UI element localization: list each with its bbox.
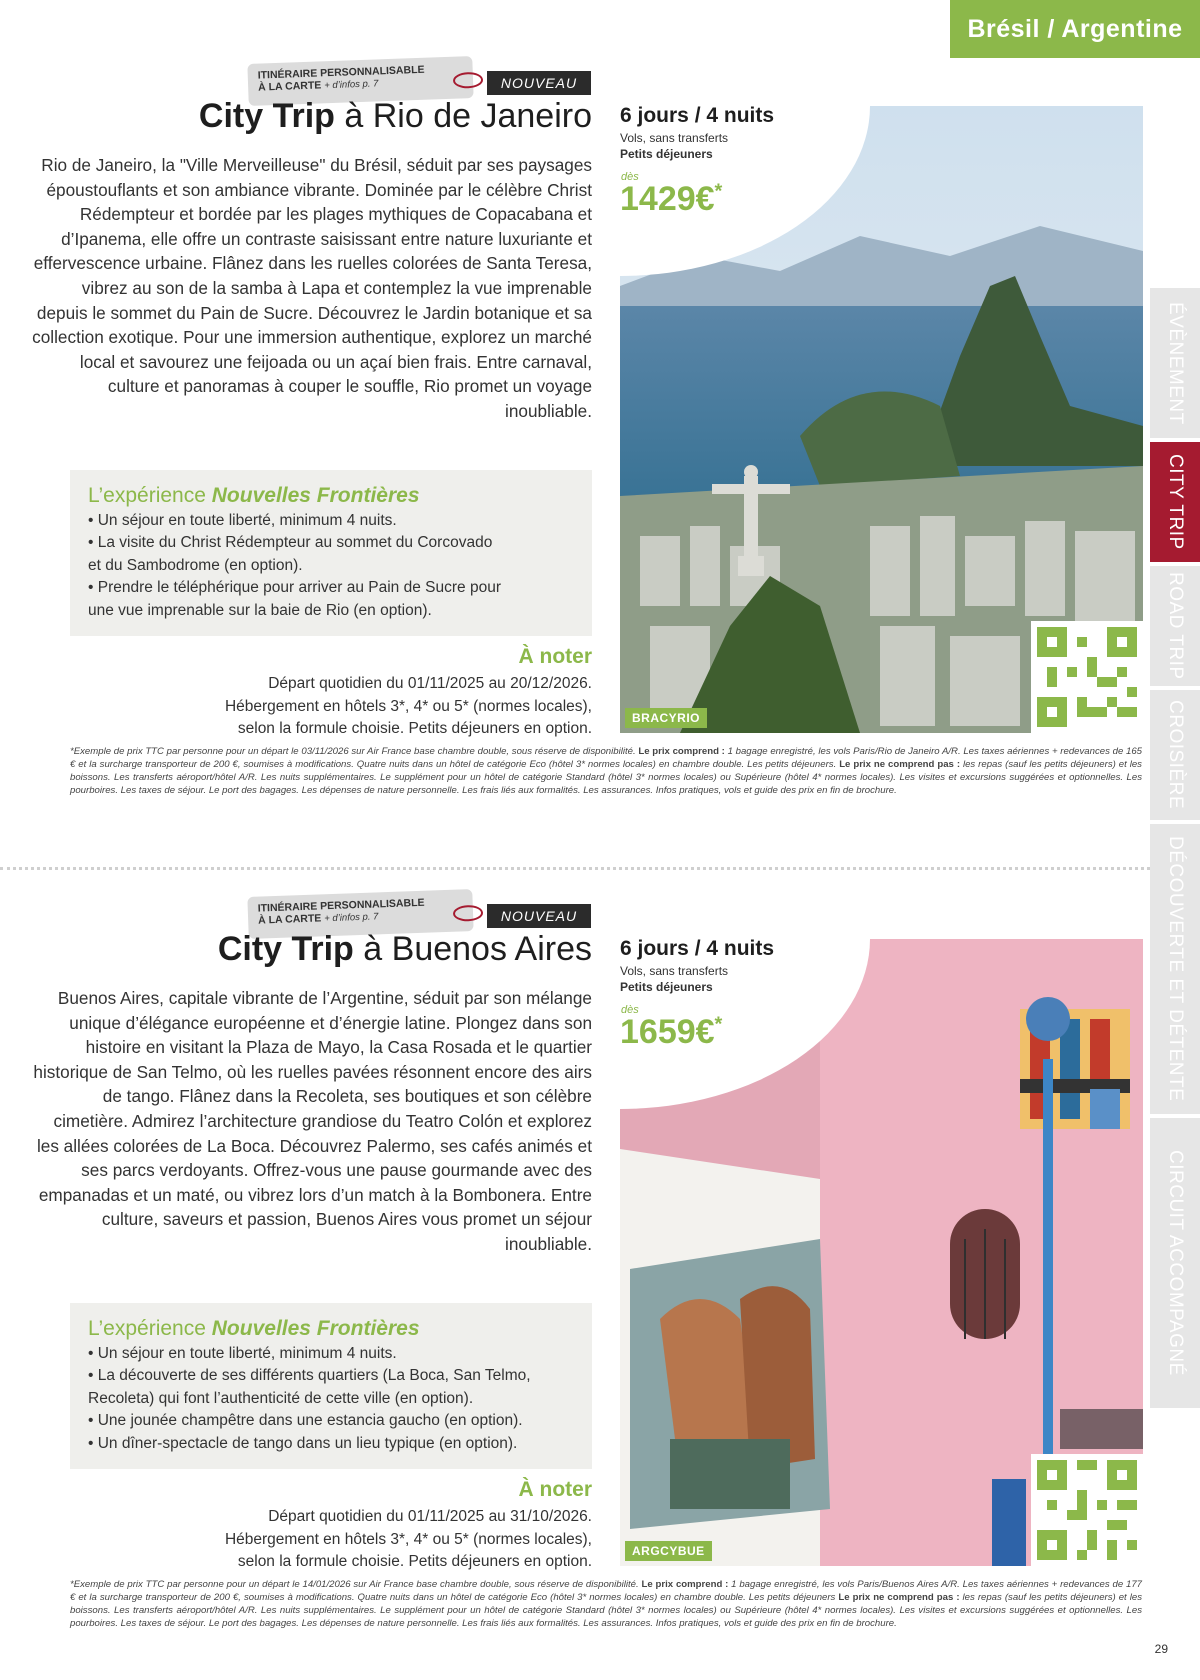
tag-line-1: ITINÉRAIRE PERSONNALISABLE [257, 63, 425, 82]
note-line: Hébergement en hôtels 3*, 4* ou 5* (normes locales), [224, 697, 592, 715]
tab-road-trip[interactable]: ROAD TRIP [1150, 566, 1200, 686]
experience-title: L’expérience Nouvelles Frontières [88, 1317, 420, 1340]
experience-item: et du Sambodrome (en option). [88, 556, 303, 574]
trip-duration: 6 jours / 4 nuits [620, 104, 775, 127]
price-from-label: dès [621, 1004, 639, 1016]
price: 1659€* [620, 1013, 723, 1051]
product-code: ARGCYBUE [625, 1541, 712, 1561]
experience-item: • La découverte de ses différents quartiers (La Boca, San Telmo, [88, 1367, 531, 1385]
note-line: selon la formule choisie. Petits déjeuners en option. [237, 1553, 592, 1570]
page-title: City Trip à Buenos Aires [217, 930, 592, 968]
note-title: À noter [518, 1478, 592, 1501]
note-block [172, 645, 592, 741]
tab-croisiere[interactable]: CROISIÈRE [1150, 690, 1200, 820]
price-from-label: dès [621, 171, 639, 183]
page-number: 29 [1154, 1642, 1168, 1656]
tag-line-2: À LA CARTE [257, 912, 322, 927]
ribbon-icon [453, 72, 484, 89]
qr-code-icon [1037, 1460, 1137, 1560]
note-title: À noter [518, 645, 592, 668]
tag-info-link[interactable]: + d’infos p. 7 [324, 911, 379, 925]
inclusion-flights: Vols, sans transferts [620, 964, 729, 978]
note-line: Départ quotidien du 01/11/2025 au 31/10/2026. [268, 1508, 592, 1525]
experience-box [70, 470, 592, 636]
description: Buenos Aires, capitale vibrante de l’Argentine, séduit par son mélange unique d’élégance européenne et d’énergie latine. Plongez dans son histoire en visitant la Plaza de Mayo, la Casa Rosada et le quartier historique de San Telmo, où les ruelles pavées résonnent encore des airs de tango. Flânez dans la Recoleta, ses boutiques et son célèbre cimetière. Admirez l’architecture grandiose du Teatro Colón et explorez les allées colorées de La Boca. Découvrez Palermo, ses cafés animés et ses parcs verdoyants. Offrez-vous une pause gourmande avec des empanadas et un maté, ou vibrez lors d’un match à la Bombonera. Entre culture, saveurs et passion, Buenos Aires vous promet un séjour inoubliable. [33, 988, 592, 1254]
note-line: Hébergement en hôtels 3*, 4* ou 5* (normes locales), [224, 1530, 592, 1548]
qr-code[interactable] [1031, 1454, 1143, 1566]
note-block [172, 1478, 592, 1574]
tag-info-link[interactable]: + d’infos p. 7 [324, 78, 379, 92]
inclusion-breakfast: Petits déjeuners [620, 980, 713, 994]
experience-item: • Un séjour en toute liberté, minimum 4 nuits. [88, 512, 397, 529]
trip-duration: 6 jours / 4 nuits [620, 937, 775, 960]
experience-item: • La visite du Christ Rédempteur au sommet du Corcovado [88, 534, 493, 552]
section-divider [0, 867, 1150, 870]
tab-city-trip[interactable]: CITY TRIP [1150, 442, 1200, 562]
qr-code[interactable] [1031, 621, 1143, 733]
note-line: selon la formule choisie. Petits déjeuners en option. [237, 720, 592, 737]
page-title: City Trip à Rio de Janeiro [198, 97, 592, 135]
footnote: *Exemple de prix TTC par personne pour un départ le 14/01/2026 sur Air France base chambre double, sous réserve de disponibilité. Le prix comprend : 1 bagage enregistré, les vols Paris/Buenos Aires A/R. Les taxes aériennes + redevances de 177 € et la surcharge transporteur de 200 €, soumises à modifications. Quatre nuits dans un hôtel de catégorie Eco (hôtel 3* normes locales) en chambre double. Les petits déjeuners Le prix ne comprend pas : les repas (sauf les petits déjeuners) et les boissons. Les transferts aéroport/hôtel A/R. Les nuits supplémentaires. Le supplément pour un hôtel de catégorie Standard (hôtel 3* normes locales) ou Supérieure (hôtel 4* normes locales). Les visites et excursions suggérées et optionnelles. Les pourboires. Les taxes de séjour. Le port des bagages. Les dépenses de nature personnelle. Les frais liés aux formalités. Les assurances. Infos pratiques, vols et guide des prix en fin de brochure. [70, 1579, 1143, 1629]
product-code: BRACYRIO [625, 708, 707, 728]
experience-item: Recoleta) qui font l’authenticité de cette ville (en option). [88, 1389, 474, 1407]
experience-title: L’expérience Nouvelles Frontières [88, 484, 420, 507]
inclusion-breakfast: Petits déjeuners [620, 147, 713, 161]
experience-item: • Un dîner-spectacle de tango dans un lieu typique (en option). [88, 1434, 518, 1452]
region-header: Brésil / Argentine [950, 0, 1200, 58]
experience-item: • Prendre le téléphérique pour arriver au Pain de Sucre pour [88, 579, 501, 597]
new-badge: NOUVEAU [487, 71, 591, 95]
tag-line-2: À LA CARTE [257, 79, 322, 94]
footnote: *Exemple de prix TTC par personne pour un départ le 03/11/2026 sur Air France base chambre double, sous réserve de disponibilité. Le prix comprend : 1 bagage enregistré, les vols Paris/Rio de Janeiro A/R. Les taxes aériennes + redevances de 165 € et la surcharge transporteur de 200 €, soumises à modifications. Quatre nuits dans un hôtel de catégorie Eco (hôtel 3* normes locales) en chambre double. Les petits déjeuners. Le prix ne comprend pas : les repas (sauf les petits déjeuners) et les boissons. Les transferts aéroport/hôtel A/R. Les nuits supplémentaires. Le supplément pour un hôtel de catégorie Standard (hôtel 3* normes locales) ou Supérieure (hôtel 4* normes locales). Les visites et excursions suggérées et optionnelles. Les pourboires. Les taxes de séjour. Le port des bagages. Les dépenses de nature personnelle. Les frais liés aux formalités. Les assurances. Infos pratiques, vols et guide des prix en fin de brochure. [70, 746, 1142, 796]
experience-item: une vue imprenable sur la baie de Rio (en option). [88, 601, 432, 619]
note-line: Départ quotidien du 01/11/2025 au 20/12/2026. [268, 675, 592, 692]
ribbon-icon [453, 905, 484, 922]
tab-circuit-accompagne[interactable]: CIRCUIT ACCOMPAGNÉ [1150, 1118, 1200, 1408]
experience-box [70, 1303, 592, 1469]
experience-item: • Une jounée champêtre dans une estancia gaucho (en option). [88, 1412, 523, 1430]
tag-line-1: ITINÉRAIRE PERSONNALISABLE [257, 896, 425, 915]
price: 1429€* [620, 180, 723, 218]
new-badge: NOUVEAU [487, 904, 591, 928]
description: Rio de Janeiro, la "Ville Merveilleuse" du Brésil, séduit par ses paysages époustouflants et son ambiance vibrante. Dominée par le célèbre Christ Rédempteur et bordée par les plages mythiques de Copacabana et d’Ipanema, elle offre un contraste saisissant entre nature luxuriante et effervescence urbaine. Flânez dans les ruelles colorées de Santa Teresa, vibrez au son de la samba à Lapa et contemplez la vue imprenable depuis le sommet du Pain de Sucre. Découvrez le Jardin botanique et sa collection exotique. Pour une immersion authentique, explorez un marché local et savourez une feijoada ou un açaí bien frais. Entre carnaval, culture et panoramas à couper le souffle, Rio promet un voyage inoubliable. [32, 155, 592, 421]
category-tabs [1150, 288, 1200, 1412]
inclusion-flights: Vols, sans transferts [620, 131, 729, 145]
tab-decouverte-detente[interactable]: DÉCOUVERTE ET DÉTENTE [1150, 824, 1200, 1114]
tab-evenement[interactable]: ÉVÈNEMENT [1150, 288, 1200, 438]
qr-code-icon [1037, 627, 1137, 727]
experience-item: • Un séjour en toute liberté, minimum 4 nuits. [88, 1345, 397, 1362]
